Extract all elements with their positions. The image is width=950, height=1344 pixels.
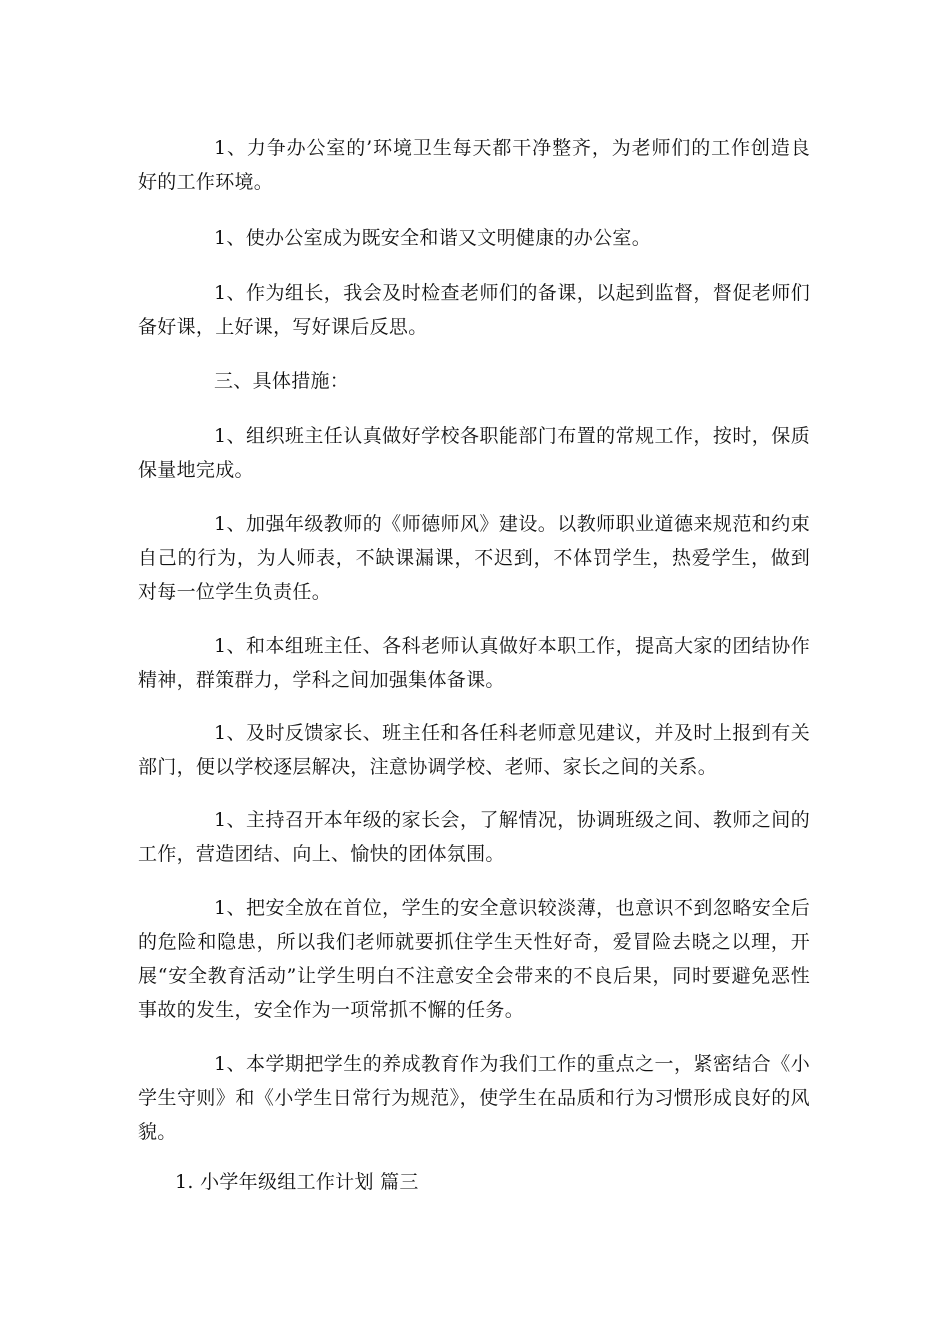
paragraph-routine-work: 1、组织班主任认真做好学校各职能部门布置的常规工作，按时，保质保量地完成。 (138, 425, 810, 481)
paragraph-office-hygiene: 1、力争办公室的’环境卫生每天都干净整齐，为老师们的工作创造良好的工作环境。 (138, 137, 810, 193)
paragraph-feedback: 1、及时反馈家长、班主任和各任科老师意见建议，并及时上报到有关部门，便以学校逐层解决，注意协调学校、老师、家长之间的关系。 (138, 722, 810, 778)
section-title: 1. 小学年级组工作计划 篇三 (175, 1171, 419, 1193)
section-heading-measures: 三、具体措施： (214, 370, 350, 392)
paragraph-teamwork: 1、和本组班主任、各科老师认真做好本职工作，提高大家的团结协作精神，群策群力，学科之间加强集体备课。 (138, 635, 810, 691)
paragraph-teacher-ethics: 1、加强年级教师的《师德师风》建设。以教师职业道德来规范和约束自己的行为，为人师表，不缺课漏课，不迟到，不体罚学生，热爱学生，做到对每一位学生负责任。 (138, 513, 810, 603)
paragraph-lesson-check: 1、作为组长，我会及时检查老师们的备课，以起到监督，督促老师们备好课，上好课，写好课后反思。 (138, 282, 810, 338)
paragraph-safe-office: 1、使办公室成为既安全和谐又文明健康的办公室。 (214, 227, 651, 249)
paragraph-parent-meeting: 1、主持召开本年级的家长会，了解情况，协调班级之间、教师之间的工作，营造团结、向上、愉快的团体氛围。 (138, 809, 810, 865)
paragraph-safety-first: 1、把安全放在首位，学生的安全意识较淡薄，也意识不到忽略安全后的危险和隐患，所以我们老师就要抓住学生天性好奇，爱冒险去晓之以理，开展“安全教育活动”让学生明白不注意安全会带来的不良后果，同时要避免恶性事故的发生，安全作为一项常抓不懈的任务。 (138, 897, 810, 1021)
paragraph-habit-education: 1、本学期把学生的养成教育作为我们工作的重点之一，紧密结合《小学生守则》和《小学生日常行为规范》，使学生在品质和行为习惯形成良好的风貌。 (138, 1053, 810, 1143)
